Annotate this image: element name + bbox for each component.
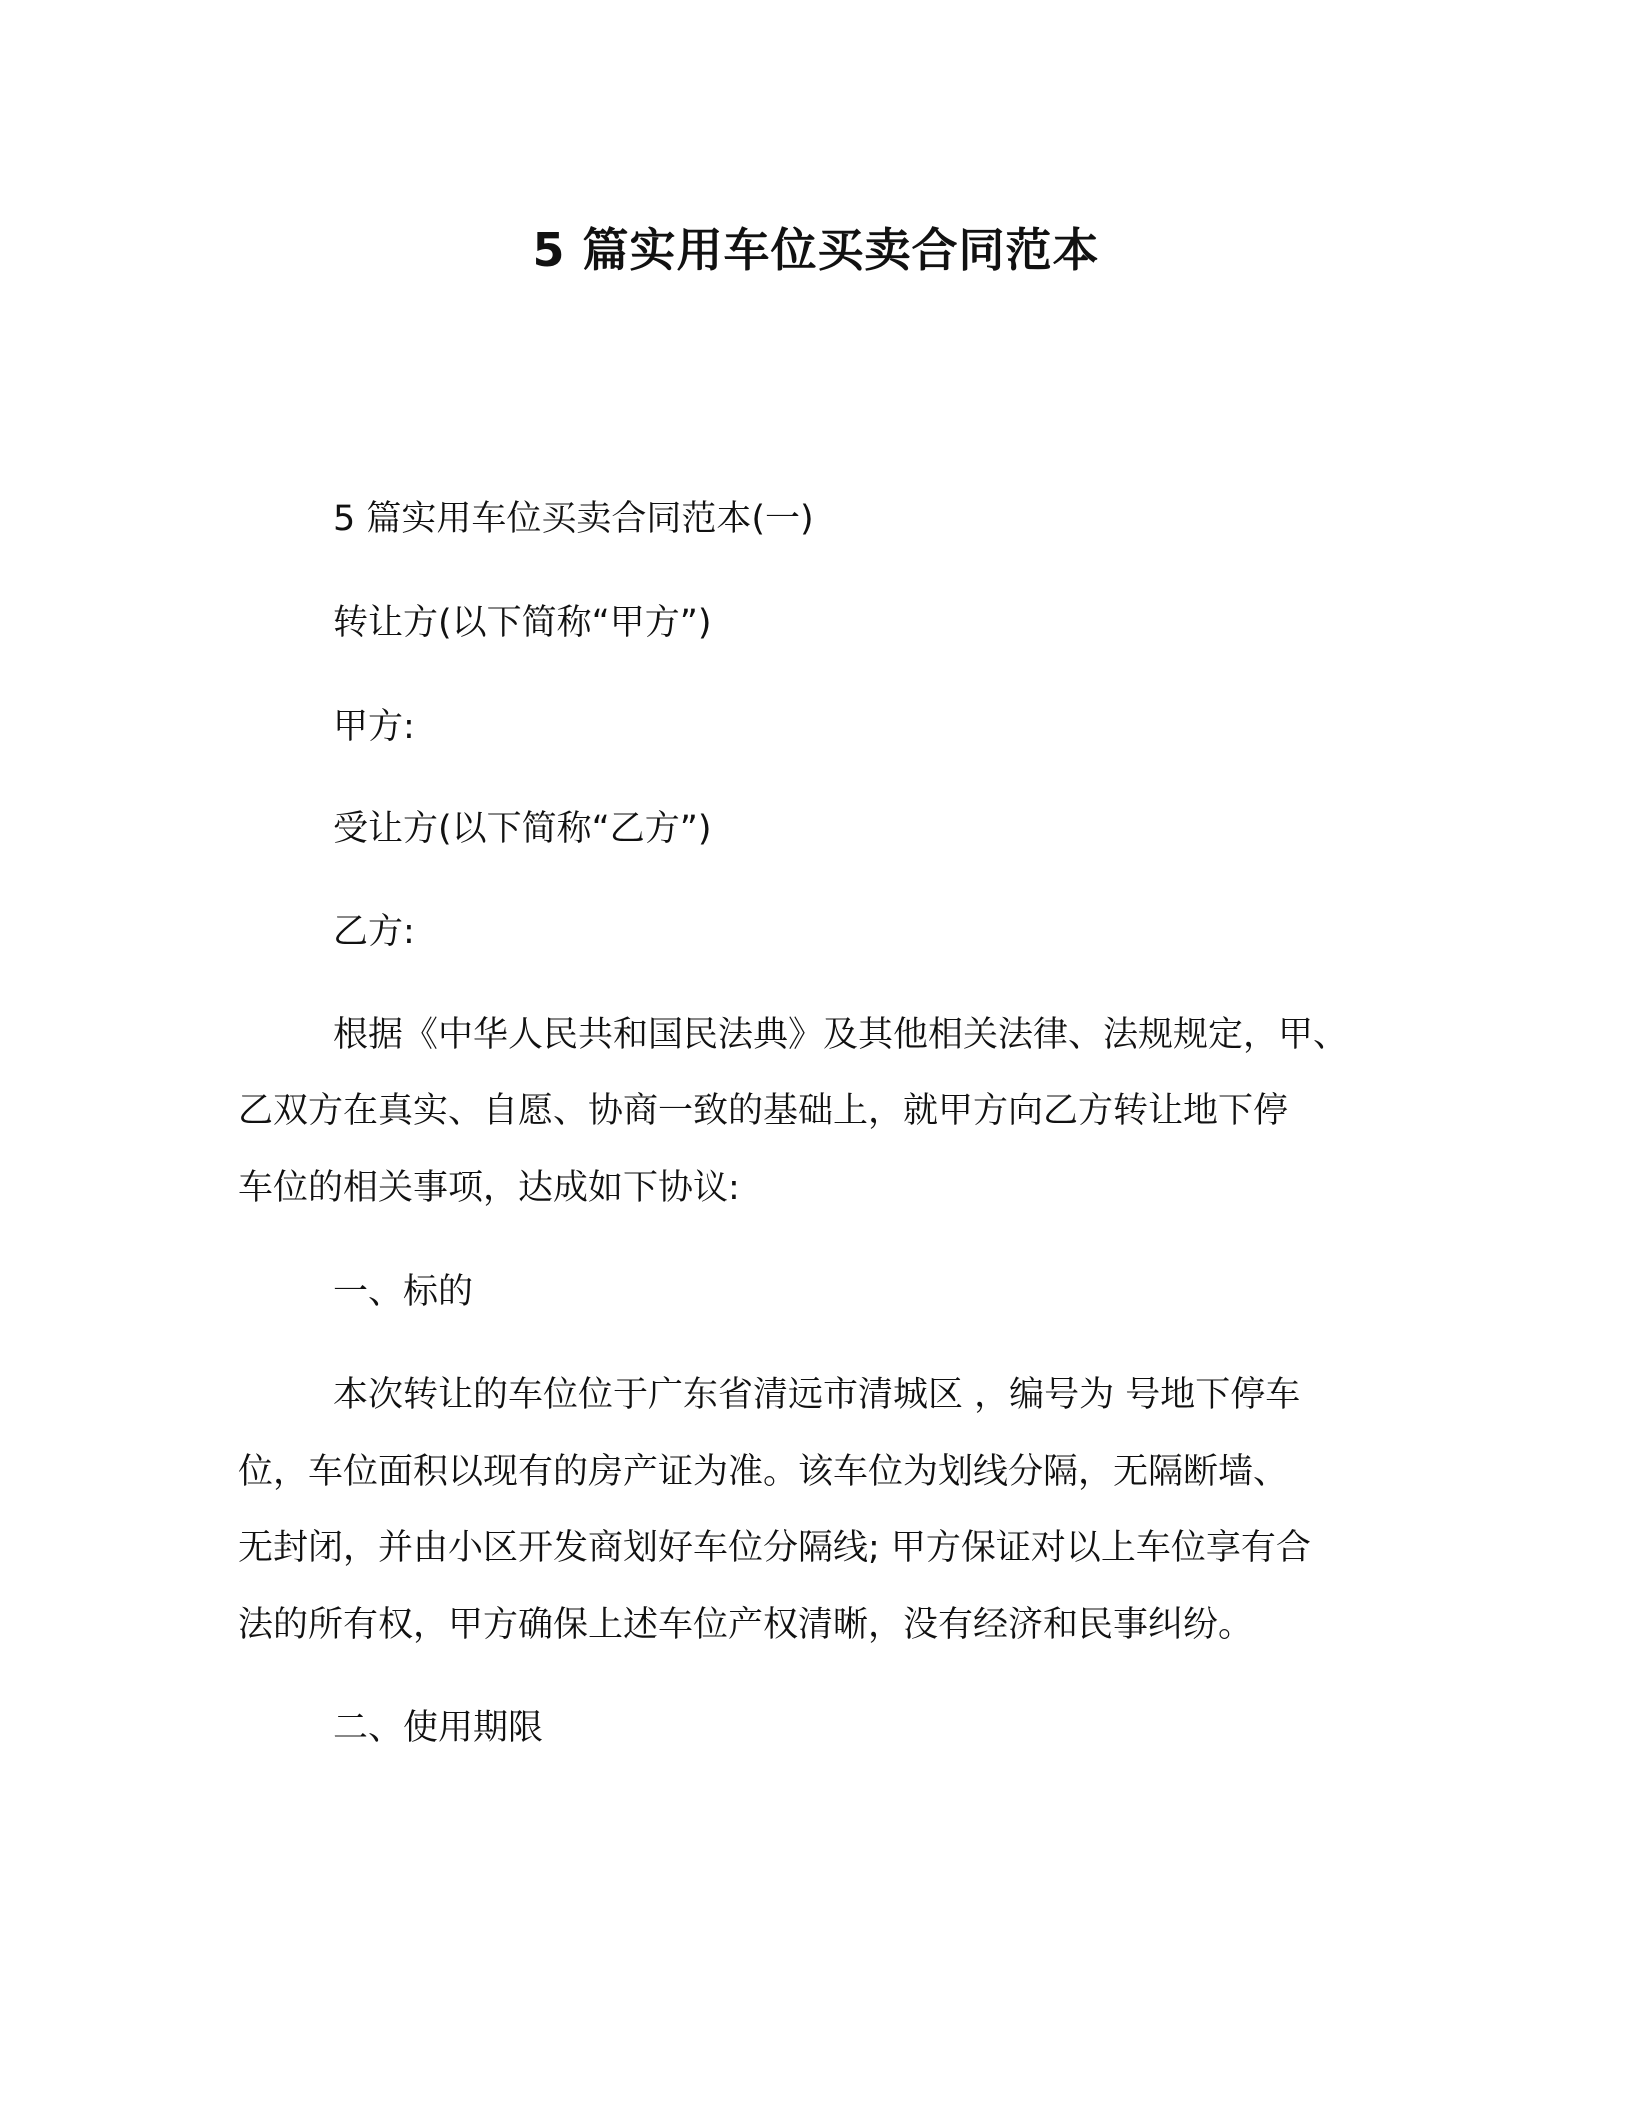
preamble-line-1: 根据《中华人民共和国民法典》及其他相关法律、法规规定，甲、 [333, 1015, 1349, 1055]
document-title: 5 篇实用车位买卖合同范本 [532, 223, 1100, 277]
section-1-heading: 一、标的 [333, 1272, 474, 1312]
section-2-heading: 二、使用期限 [333, 1708, 544, 1748]
preamble-line-2: 乙双方在真实、自愿、协商一致的基础上，就甲方向乙方转让地下停 [238, 1091, 1289, 1131]
section-1-line-3: 无封闭，并由小区开发商划好车位分隔线; 甲方保证对以上车位享有合 [238, 1528, 1311, 1568]
section-1-line-4: 法的所有权，甲方确保上述车位产权清晰，没有经济和民事纠纷。 [238, 1605, 1254, 1645]
party-a-field: 甲方: [333, 707, 415, 747]
party-b-heading: 受让方(以下简称“乙方”) [333, 809, 712, 849]
preamble-line-3: 车位的相关事项，达成如下协议: [238, 1168, 740, 1208]
party-a-heading: 转让方(以下简称“甲方”) [333, 603, 712, 643]
section-1-line-1: 本次转让的车位位于广东省清远市清城区 ，编号为 号地下停车 [333, 1375, 1301, 1415]
party-b-field: 乙方: [333, 912, 415, 952]
contract-subtitle: 5 篇实用车位买卖合同范本(一) [333, 499, 814, 539]
section-1-line-2: 位，车位面积以现有的房产证为准。该车位为划线分隔，无隔断墙、 [238, 1452, 1289, 1492]
